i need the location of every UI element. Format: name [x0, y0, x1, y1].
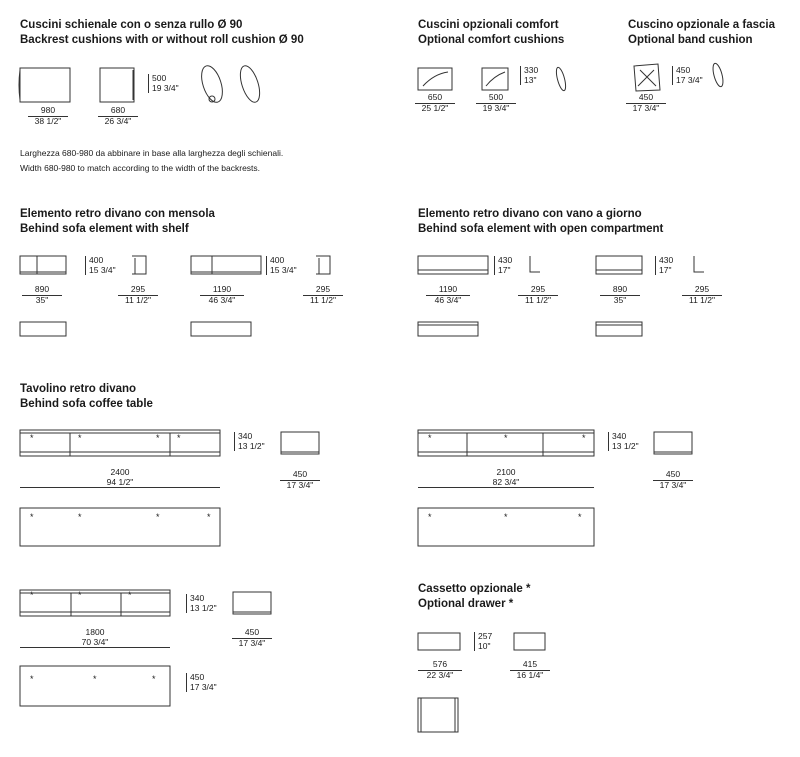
- shelf-890-front: [20, 256, 66, 274]
- drawer-position-marker: *: [30, 433, 34, 443]
- shelf-295-side-b: [316, 256, 330, 274]
- drawer-position-marker: *: [428, 512, 432, 522]
- open-1190-top: [418, 322, 478, 336]
- drawer-position-marker: *: [582, 433, 586, 443]
- dim-shelf-295-b: 295 11 1/2": [303, 285, 343, 305]
- drawer-position-marker: *: [30, 512, 34, 522]
- dim-450-band: 450 17 3/4": [626, 93, 666, 113]
- drawer-position-marker: *: [207, 512, 211, 522]
- drawer-position-marker: *: [428, 433, 432, 443]
- comfort-title-it: Cuscini opzionali comfort: [418, 19, 559, 31]
- comfort-side-drawing: [555, 67, 568, 92]
- table-2100-side: [654, 432, 692, 454]
- dim-h-shelf-400: 400 15 3/4": [85, 256, 116, 275]
- dim-500: 500 19 3/4": [476, 93, 516, 113]
- shelf-title-it: Elemento retro divano con mensola: [20, 208, 215, 220]
- width-note: [20, 146, 283, 176]
- drawer-title-en: Optional drawer *: [418, 598, 514, 610]
- drawer-position-marker: *: [504, 433, 508, 443]
- shelf-1190-front: [191, 256, 261, 274]
- open-title: [418, 207, 663, 237]
- table-2400-side: [281, 432, 319, 454]
- drawer-position-marker: *: [93, 674, 97, 684]
- shelf-title-en: Behind sofa element with shelf: [20, 223, 189, 235]
- drawer-position-marker: *: [578, 512, 582, 522]
- shelf-295-side: [132, 256, 146, 274]
- drawer-position-marker: *: [78, 590, 82, 600]
- drawer-415-side: [514, 633, 545, 650]
- comfort-cushion-650-drawing: [418, 68, 452, 90]
- backrest-title: [20, 18, 304, 48]
- dim-drawer-576: 576 22 3/4": [418, 660, 462, 680]
- drawer-position-marker: *: [156, 512, 160, 522]
- dim-h-shelf-400-b: 400 15 3/4": [266, 256, 297, 275]
- open-890-top: [596, 322, 642, 336]
- shelf-1190-top: [191, 322, 251, 336]
- backrest-side-drawing: [237, 63, 264, 104]
- drawer-title: [418, 582, 530, 612]
- band-title-en: Optional band cushion: [628, 34, 753, 46]
- comfort-title: [418, 18, 564, 48]
- drawer-position-marker: *: [152, 674, 156, 684]
- dim-table-2400: 2400 94 1/2": [20, 468, 220, 488]
- drawer-position-marker: *: [177, 433, 181, 443]
- dim-shelf-1190: 1190 46 3/4": [200, 285, 244, 305]
- open-title-en: Behind sofa element with open compartment: [418, 223, 664, 235]
- dim-table-450-b: 450 17 3/4": [653, 470, 693, 490]
- backrest-cushion-980-drawing: [20, 68, 70, 102]
- drawer-position-marker: *: [78, 433, 82, 443]
- band-title: [628, 18, 775, 48]
- backrest-title-en: Backrest cushions with or without roll cushion Ø 90: [20, 34, 304, 46]
- drawer-576-front: [418, 633, 460, 650]
- open-1190-front: [418, 256, 488, 274]
- width-note-en: Width 680-980 to match according to the width of the backrests.: [20, 163, 261, 173]
- drawer-position-marker: *: [30, 590, 34, 600]
- dim-h-drawer-257: 257 10": [474, 632, 492, 651]
- dim-drawer-415: 415 16 1/4": [510, 660, 550, 680]
- band-title-it: Cuscino opzionale a fascia: [628, 19, 775, 31]
- dim-shelf-890: 890 35": [22, 285, 62, 305]
- table-title: [20, 382, 153, 412]
- dim-h-500: 500 19 3/4": [148, 74, 179, 93]
- dim-h-table-450: 450 17 3/4": [186, 673, 217, 692]
- drawer-top: [418, 698, 458, 732]
- table-title-it: Tavolino retro divano: [20, 383, 137, 395]
- table-2400-top: [20, 508, 220, 546]
- drawer-position-marker: *: [156, 433, 160, 443]
- dim-open-295-b: 295 11 1/2": [682, 285, 722, 305]
- drawer-position-marker: *: [128, 590, 132, 600]
- dim-980: 980 38 1/2": [28, 106, 68, 126]
- comfort-cushion-500-drawing: [482, 68, 508, 90]
- width-note-it: Larghezza 680-980 da abbinare in base alla larghezza degli schienali.: [20, 148, 284, 158]
- band-side-drawing: [711, 62, 725, 87]
- dim-table-450-a: 450 17 3/4": [280, 470, 320, 490]
- dim-680: 680 26 3/4": [98, 106, 138, 126]
- comfort-title-en: Optional comfort cushions: [418, 34, 565, 46]
- backrest-cushion-680-drawing: [100, 68, 134, 102]
- open-title-it: Elemento retro divano con vano a giorno: [418, 208, 642, 220]
- dim-h-open-430-b: 430 17": [655, 256, 673, 275]
- open-890-front: [596, 256, 642, 274]
- backrest-title-it: Cuscini schienale con o senza rullo Ø 90: [20, 19, 243, 31]
- table-1800-top: [20, 666, 170, 706]
- dim-table-1800: 1800 70 3/4": [20, 628, 170, 648]
- table-title-en: Behind sofa coffee table: [20, 398, 153, 410]
- dim-h-table-340-a: 340 13 1/2": [234, 432, 265, 451]
- table-1800-side: [233, 592, 271, 614]
- open-295-side: [530, 256, 540, 272]
- backrest-side-roll-drawing: [198, 63, 227, 105]
- shelf-title: [20, 207, 215, 237]
- drawer-position-marker: *: [504, 512, 508, 522]
- dim-h-330: 330 13": [520, 66, 538, 85]
- dim-open-1190: 1190 46 3/4": [426, 285, 470, 305]
- dim-h-450-band: 450 17 3/4": [672, 66, 703, 85]
- dim-open-295: 295 11 1/2": [518, 285, 558, 305]
- dim-open-890: 890 35": [600, 285, 640, 305]
- open-295-side-b: [694, 256, 704, 272]
- dim-h-table-340-b: 340 13 1/2": [608, 432, 639, 451]
- dim-shelf-295: 295 11 1/2": [118, 285, 158, 305]
- drawer-title-it: Cassetto opzionale *: [418, 583, 531, 595]
- dim-650: 650 25 1/2": [415, 93, 455, 113]
- drawer-position-marker: *: [78, 512, 82, 522]
- dim-h-open-430: 430 17": [494, 256, 512, 275]
- shelf-890-top: [20, 322, 66, 336]
- dim-table-2100: 2100 82 3/4": [418, 468, 594, 488]
- drawer-position-marker: *: [30, 674, 34, 684]
- dim-h-table-340-c: 340 13 1/2": [186, 594, 217, 613]
- dim-table-450-c: 450 17 3/4": [232, 628, 272, 648]
